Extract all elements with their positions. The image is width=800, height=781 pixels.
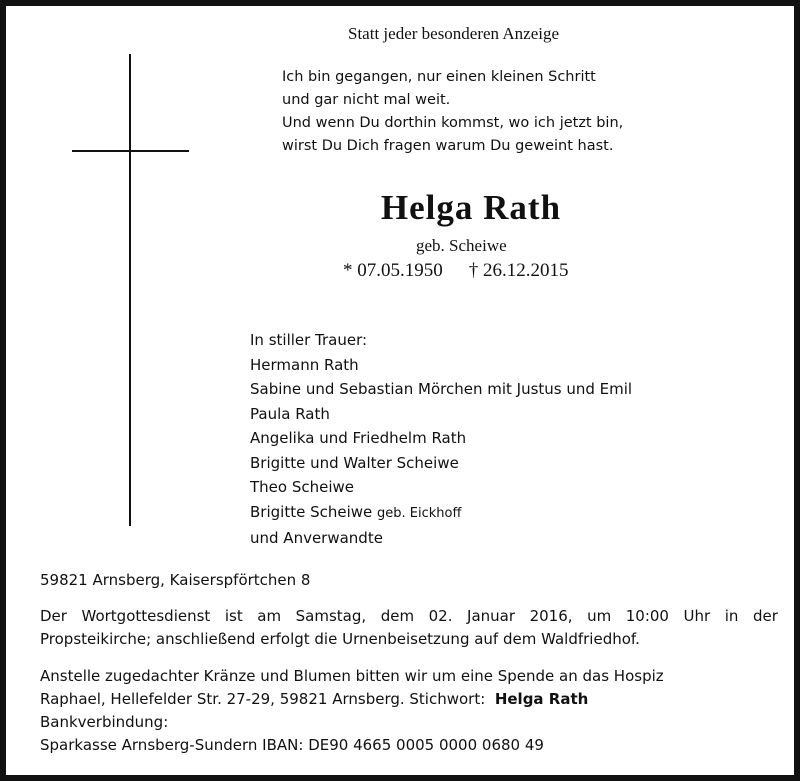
service-word: am [257, 607, 282, 625]
mourner-name [250, 500, 632, 527]
mourner-name: Angelika und Friedhelm Rath [250, 429, 467, 447]
death-date: † 26.12.2015 [468, 260, 569, 281]
service-word: Januar [467, 607, 516, 625]
family-address: 59821 Arnsberg, Kaiserspförtchen 8 [40, 571, 311, 589]
header-notice: Statt jeder besonderen Anzeige [348, 24, 560, 43]
donation-line-1: Anstelle zugedachter Kränze und Blumen bitten wir um eine Spende an das Hospiz [40, 667, 664, 685]
donation-address: Raphael, Hellefelder Str. 27-29, 59821 Arnsberg. Stichwort: [40, 690, 486, 708]
service-notice [40, 605, 778, 651]
poem [282, 66, 623, 158]
service-word: 2016, [529, 607, 573, 625]
mourner-name: Paula Rath [250, 404, 330, 423]
mourner-name: Theo Scheiwe [250, 478, 355, 496]
donation-keyword: Helga Rath [494, 690, 589, 708]
birth-date: * 07.05.1950 [343, 260, 443, 281]
mourner-brigitte-nee: geb. Eickhoff [377, 505, 462, 521]
mourners-intro: In stiller Trauer: [250, 331, 368, 349]
service-word: Uhr [683, 607, 711, 625]
poem-line: wirst Du Dich fragen warum Du geweint hast. [282, 138, 614, 154]
mourner-name: Hermann Rath [250, 355, 359, 374]
donation-line-2 [40, 688, 664, 711]
bank-details: Sparkasse Arnsberg-Sundern IBAN: DE90 4665 0005 0000 0680 49 [40, 736, 544, 754]
service-word: um [587, 607, 612, 625]
life-dates [343, 260, 569, 282]
poem-line: Und wenn Du dorthin kommst, wo ich jetzt bin, [282, 115, 624, 131]
service-word: Wortgottesdienst [81, 607, 211, 625]
service-word: 02. [428, 607, 453, 625]
service-word: der [752, 607, 778, 625]
service-line-2: Propsteikirche; anschließend erfolgt die Urnenbeisetzung auf dem Waldfriedhof. [40, 630, 640, 648]
mourner-name: Brigitte und Walter Scheiwe [250, 453, 459, 472]
cross-vertical-bar [129, 54, 131, 526]
service-word: 10:00 [625, 607, 669, 625]
mourner-brigitte-name: Brigitte Scheiwe [250, 502, 373, 521]
mourners-list [250, 328, 632, 551]
cross-horizontal-bar [72, 150, 189, 152]
service-word: in [724, 607, 739, 625]
service-word: ist [224, 607, 243, 625]
service-word: dem [380, 607, 415, 625]
poem-line: und gar nicht mal weit. [282, 92, 451, 108]
service-word: Der [40, 607, 67, 625]
service-word: Samstag, [295, 607, 367, 625]
donation-notice [40, 665, 664, 757]
deceased-name: Helga Rath [380, 188, 562, 227]
service-line-1 [40, 605, 778, 628]
maiden-name: geb. Scheiwe [416, 236, 507, 255]
mourners-closing: und Anverwandte [250, 529, 383, 547]
bank-label: Bankverbindung: [40, 713, 169, 731]
mourner-name: Sabine und Sebastian Mörchen mit Justus und Emil [250, 380, 633, 398]
poem-line: Ich bin gegangen, nur einen kleinen Schritt [282, 69, 596, 85]
